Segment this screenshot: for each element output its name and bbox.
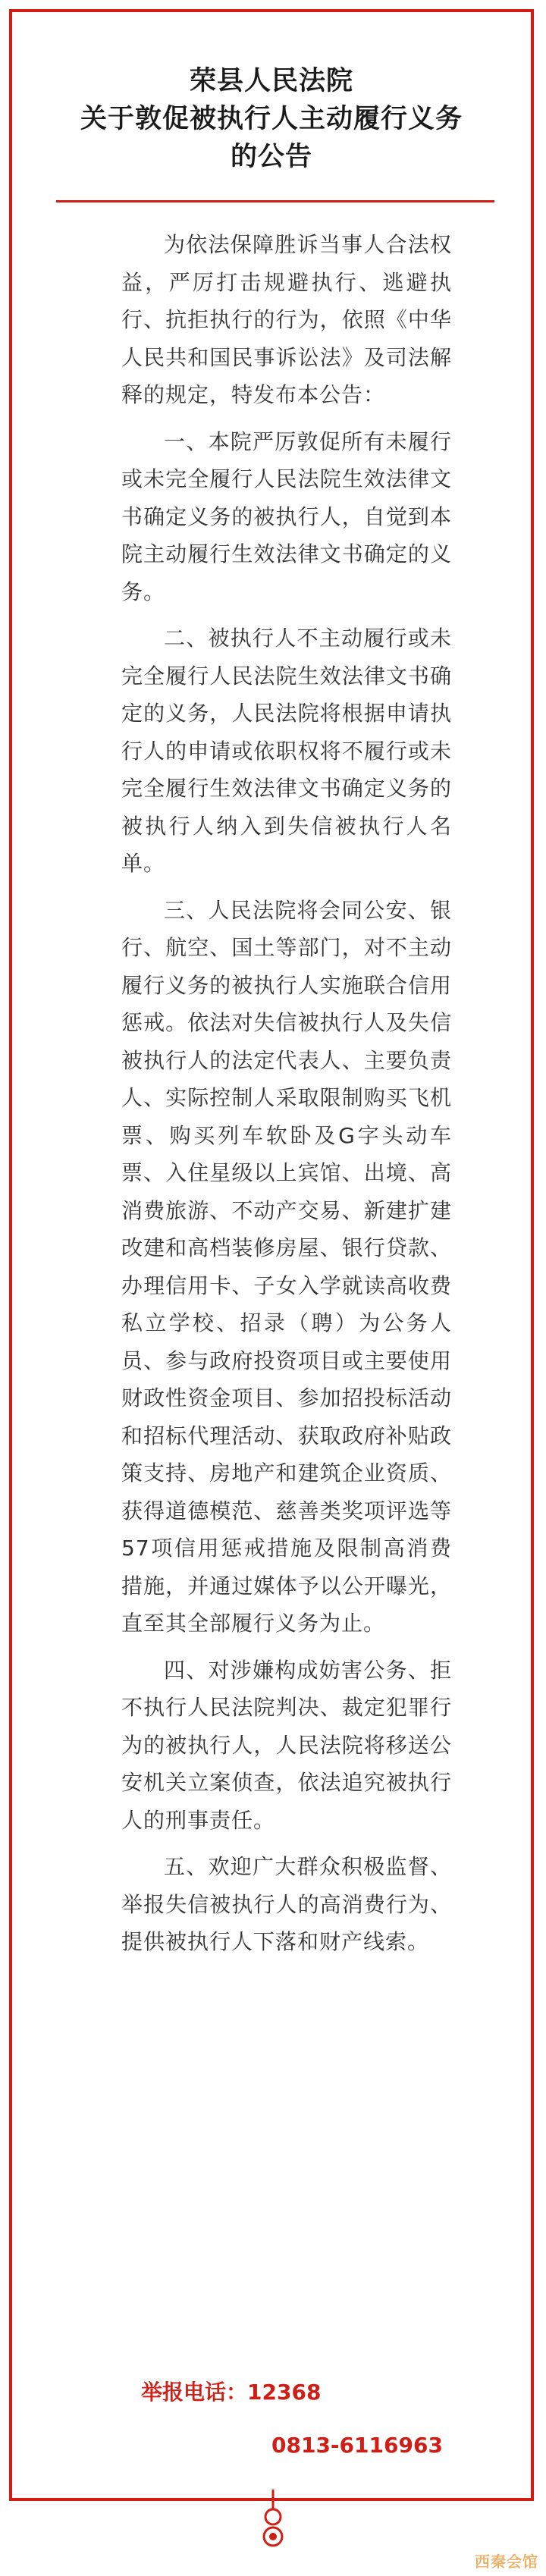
notice-frame xyxy=(9,9,534,2501)
paragraph-item-5: 五、欢迎广大群众积极监督、举报失信被执行人的高消费行为、提供被执行人下落和财产线索。 xyxy=(121,1854,452,1954)
notice-title xyxy=(12,62,531,176)
footer-ornament-icon xyxy=(262,2490,284,2549)
report-phone-1: 12368 xyxy=(247,2380,322,2405)
report-phone-2: 0813-6116963 xyxy=(271,2433,443,2458)
report-label: 举报电话： xyxy=(141,2380,248,2405)
title-line-ending: 的公告 xyxy=(230,142,312,172)
report-hotline xyxy=(141,2377,321,2408)
paragraph-item-2: 二、被执行人不主动履行或未完全履行人民法院生效法律文书确定的义务，人民法院将根据申请执行人的申请或依职权将不履行或未完全履行生效法律文书确定义务的被执行人纳入到失信被执行人名单。 xyxy=(121,626,452,876)
title-line-court: 荣县人民法院 xyxy=(189,66,353,96)
source-watermark: 西秦会馆 xyxy=(475,2552,538,2571)
paragraph-item-1: 一、本院严厉敦促所有未履行或未完全履行人民法院生效法律文书确定义务的被执行人，自觉到本院主动履行生效法律文书确定的义务。 xyxy=(121,428,452,604)
paragraph-intro: 为依法保障胜诉当事人合法权益，严厉打击规避执行、逃避执行、抗拒执行的行为，依照《中华人民共和国民事诉讼法》及司法解释的规定，特发布本公告： xyxy=(121,232,452,407)
title-divider xyxy=(56,200,494,202)
title-line-subject: 关于敦促被执行人主动履行义务 xyxy=(80,104,463,134)
notice-body xyxy=(121,226,452,1961)
paragraph-item-4: 四、对涉嫌构成妨害公务、拒不执行人民法院判决、裁定犯罪行为的被执行人，人民法院将移送公安机关立案侦查，依法追究被执行人的刑事责任。 xyxy=(121,1657,452,1833)
paragraph-item-3: 三、人民法院将会同公安、银行、航空、国土等部门，对不主动履行义务的被执行人实施联合信用惩戒。依法对失信被执行人及失信被执行人的法定代表人、主要负责人、实际控制人采取限制购买飞机票、购买列车软卧及G字头动车票、入住星级以上宾馆、出境、高消费旅游、不动产交易、新建扩建改建和高档装修房屋、银行贷款、办理信用卡、子女入学就读高收费私立学校、招录（聘）为公务人员、参与政府投资项目或主要使用财政性资金项目、参加招投标活动和招标代理活动、获取政府补贴政策支持、房地产和建筑企业资质、获得道德模范、慈善类奖项评选等57项信用惩戒措施及限制高消费措施，并通过媒体予以公开曝光，直至其全部履行义务为止。 xyxy=(121,897,452,1636)
